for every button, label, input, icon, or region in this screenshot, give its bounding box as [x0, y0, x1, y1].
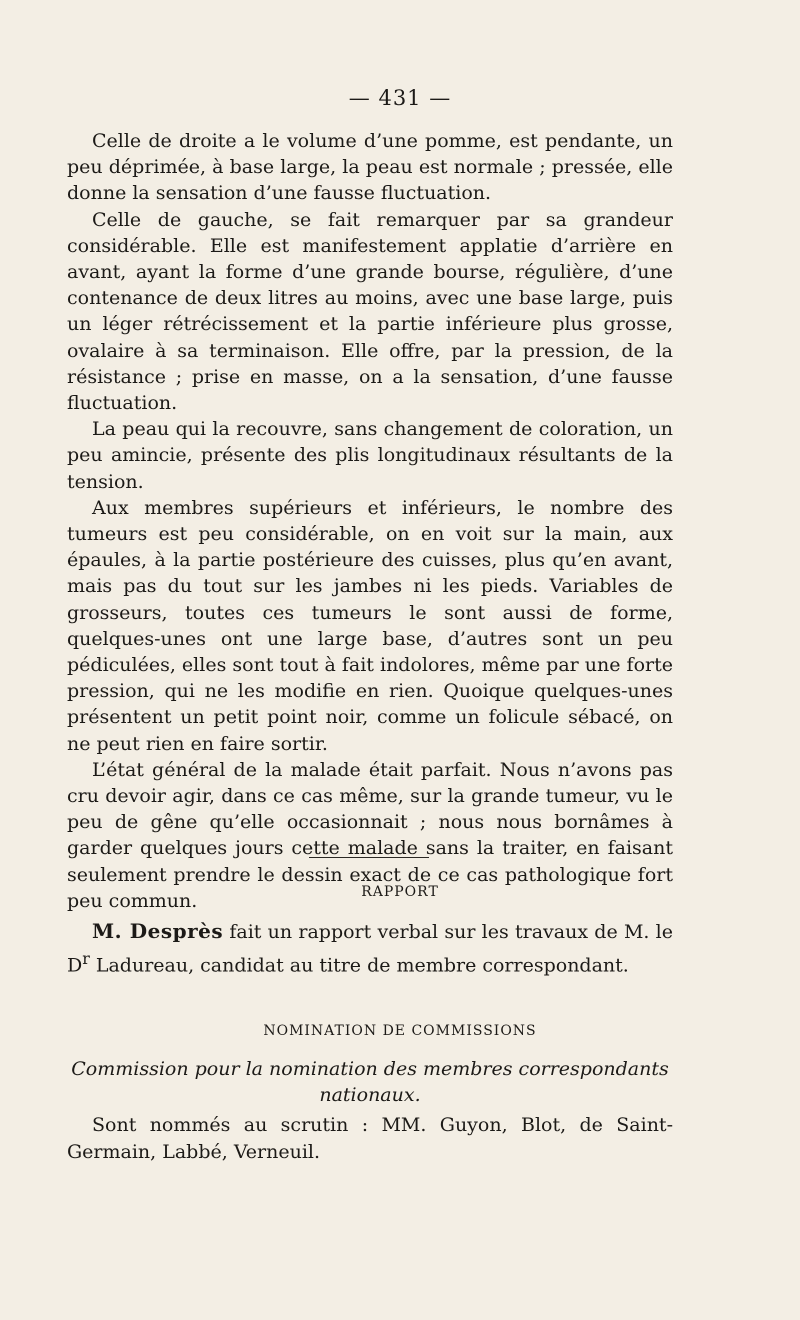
paragraph-right-tumor: Celle de droite a le volume d’une pomme, est pendante, un peu déprimée, à base large, la peau est normale ; pressée, elle donne la sensation d’une fausse fluctuation.	[67, 130, 673, 205]
rapport-paragraph	[67, 918, 673, 978]
paragraph-limbs: Aux membres supérieurs et inférieurs, le nombre des tumeurs est peu considérable, on en voit sur la main, aux épaules, à la partie postérieure des cuisses, plus qu’en avant, mais pas du tout sur les jambes ni les pieds. Variables de grosseurs, toutes ces tumeurs le sont aussi de forme, quelques-unes ont une large base, d’autres sont un peu pédiculées, elles sont tout à fait indolores, même par une forte pression, qui ne les modifie en rien. Quoique quelques-unes présentent un petit point noir, comme un folicule sébacé, on ne peut rien en faire sortir.	[67, 496, 673, 755]
rapport-speaker: M. Desprès	[92, 919, 224, 943]
commission-title: Commission pour la nomination des membres correspondants nationaux.	[71, 1058, 669, 1106]
section-divider	[309, 857, 429, 858]
nomination-heading: NOMINATION DE COMMISSIONS	[263, 1023, 537, 1039]
rapport-heading: RAPPORT	[361, 884, 439, 900]
page-number: — 431 —	[348, 86, 452, 110]
rapport-sup: r	[82, 948, 90, 968]
nominees-text: Sont nommés au scrutin : MM. Guyon, Blot, de Saint-Germain, Labbé, Verneuil.	[67, 1114, 673, 1163]
rapport-text-part2: Ladureau, candidat au titre de membre correspondant.	[89, 953, 629, 976]
case-description	[67, 128, 673, 914]
rapport-text-part1: fait un rapport verbal sur les travaux de M. le D	[67, 921, 673, 976]
paragraph-left-tumor: Celle de gauche, se fait remarquer par sa grandeur considérable. Elle est manifestement applatie d’arrière en avant, ayant la forme d’une grande bourse, régulière, d’une contenance de deux litres au moins, avec une base large, puis un léger rétrécissement et la partie inférieure plus grosse, ovalaire à sa terminaison. Elle offre, par la pression, de la résistance ; prise en masse, on a la sensation, d’une fausse fluctuation.	[67, 208, 673, 415]
paragraph-skin: La peau qui la recouvre, sans changement de coloration, un peu amincie, présente des plis longitudinaux résultants de la tension.	[67, 418, 673, 493]
nominees-paragraph	[67, 1112, 673, 1165]
paragraph-general-state: L’état général de la malade était parfait. Nous n’avons pas cru devoir agir, dans ce cas même, sur la grande tumeur, vu le peu de gêne qu’elle occasionnait ; nous nous bornâmes à garder quelques jours cette malade sans la traiter, en faisant seulement prendre le dessin exact de ce cas pathologique fort peu commun.	[67, 758, 673, 912]
